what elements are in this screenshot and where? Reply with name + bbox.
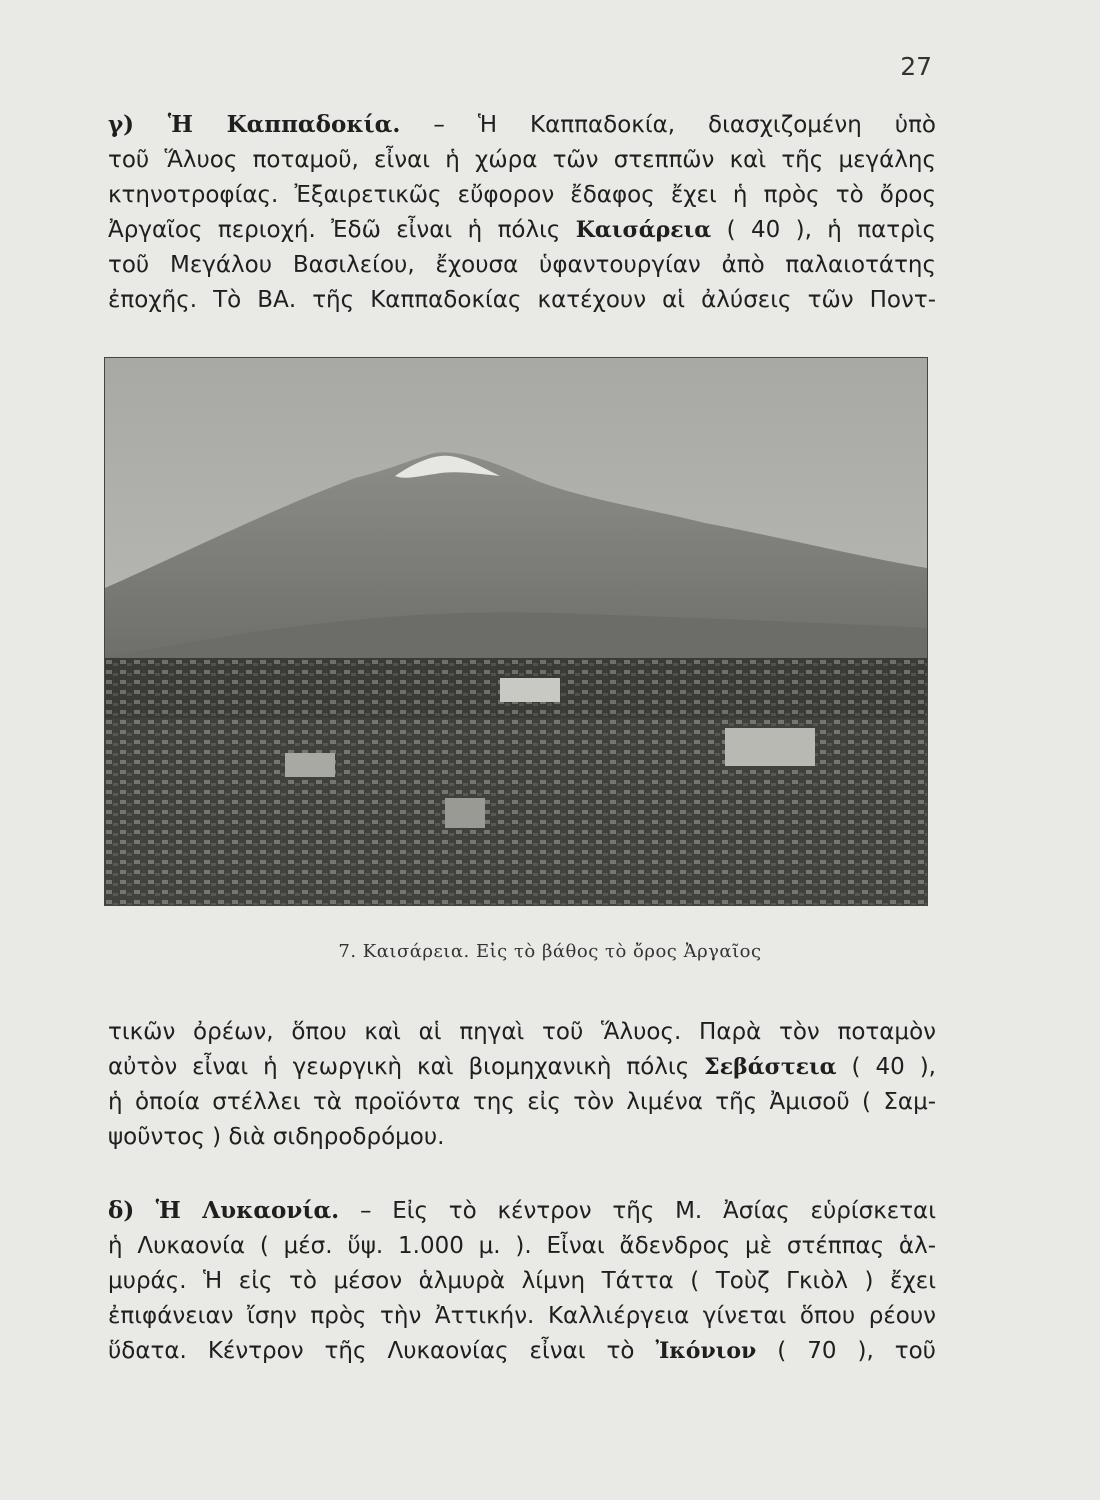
section-cappadocia-line-5: τοῦ Μεγάλου Βασιλείου, ἔχουσα ὑφαντουργίαν ἀπὸ παλαιοτάτης (108, 252, 936, 278)
section-cappadocia-line-4 (108, 213, 936, 248)
section-lycaonia-text-1: – Εἰς τὸ κέντρον τῆς Μ. Ἀσίας εὑρίσκεται (339, 1198, 936, 1224)
section-lycaonia-heading: δ) Ἡ Λυκαονία. (108, 1197, 340, 1224)
section-lycaonia-line-4: ἐπιφάνειαν ἴσην πρὸς τὴν Ἀττικήν. Καλλιέργεια γίνεται ὅπου ρέουν (108, 1303, 936, 1329)
section-lycaonia (108, 1193, 936, 1369)
continuation-line-1: τικῶν ὀρέων, ὅπου καὶ αἱ πηγαὶ τοῦ Ἅλυος. Παρὰ τὸν ποταμὸν (108, 1019, 936, 1045)
section-cappadocia-line-2: τοῦ Ἅλυος ποταμοῦ, εἶναι ἡ χώρα τῶν στεππῶν καὶ τῆς μεγάλης (108, 147, 936, 173)
city-sevasteia: Σεβάστεια (704, 1054, 837, 1080)
section-lycaonia-text-5b: ( 70 ), τοῦ (756, 1338, 936, 1364)
photo-kaisareia-illustration (105, 358, 927, 905)
city-kaisareia: Καισάρεια (575, 217, 712, 243)
continuation-line-3: ἡ ὁποία στέλλει τὰ προϊόντα της εἰς τὸν λιμένα τῆς Ἀμισοῦ ( Σαμ- (108, 1089, 936, 1115)
figure-caption: 7. Καισάρεια. Εἰς τὸ βάθος τὸ ὄρος Ἀργαῖος (338, 941, 762, 962)
section-lycaonia-line-2: ἡ Λυκαονία ( μέσ. ὕψ. 1.000 μ. ). Εἶναι ἄδενδρος μὲ στέππας ἁλ- (108, 1233, 936, 1259)
section-cappadocia (108, 107, 936, 318)
continuation-paragraph (108, 1015, 936, 1155)
section-lycaonia-line-3: μυράς. Ἡ εἰς τὸ μέσον ἁλμυρὰ λίμνη Τάττα ( Τοὺζ Γκιὸλ ) ἔχει (108, 1268, 936, 1294)
section-cappadocia-text-1: – Ἡ Καππαδοκία, διασχιζομένη ὑπὸ (400, 112, 936, 138)
section-lycaonia-text-5a: ὕδατα. Κέντρον τῆς Λυκαονίας εἶναι τὸ (108, 1338, 656, 1364)
section-cappadocia-line-3: κτηνοτροφίας. Ἐξαιρετικῶς εὔφορον ἔδαφος ἔχει ἡ πρὸς τὸ ὄρος (108, 182, 936, 208)
section-cappadocia-line-1 (108, 107, 936, 143)
city-ikonion: Ἰκόνιον (655, 1338, 757, 1364)
section-lycaonia-line-1 (108, 1193, 936, 1229)
continuation-text-2b: ( 40 ), (836, 1054, 936, 1080)
photo-kaisareia (104, 357, 928, 906)
page-number: 27 (900, 52, 932, 81)
section-cappadocia-text-4b: ( 40 ), ἡ πατρὶς (711, 217, 936, 243)
section-cappadocia-line-6: ἐποχῆς. Τὸ ΒΑ. τῆς Καππαδοκίας κατέχουν αἱ ἀλύσεις τῶν Ποντ- (108, 287, 936, 313)
section-lycaonia-line-5 (108, 1334, 936, 1369)
continuation-line-2 (108, 1050, 936, 1085)
continuation-text-2a: αὐτὸν εἶναι ἡ γεωργικὴ καὶ βιομηχανικὴ πόλις (108, 1054, 705, 1080)
section-cappadocia-text-4a: Ἀργαῖος περιοχή. Ἐδῶ εἶναι ἡ πόλις (108, 217, 576, 243)
continuation-line-4: ψοῦντος ) διὰ σιδηροδρόμου. (108, 1124, 445, 1150)
section-cappadocia-heading: γ) Ἡ Καππαδοκία. (108, 111, 401, 138)
